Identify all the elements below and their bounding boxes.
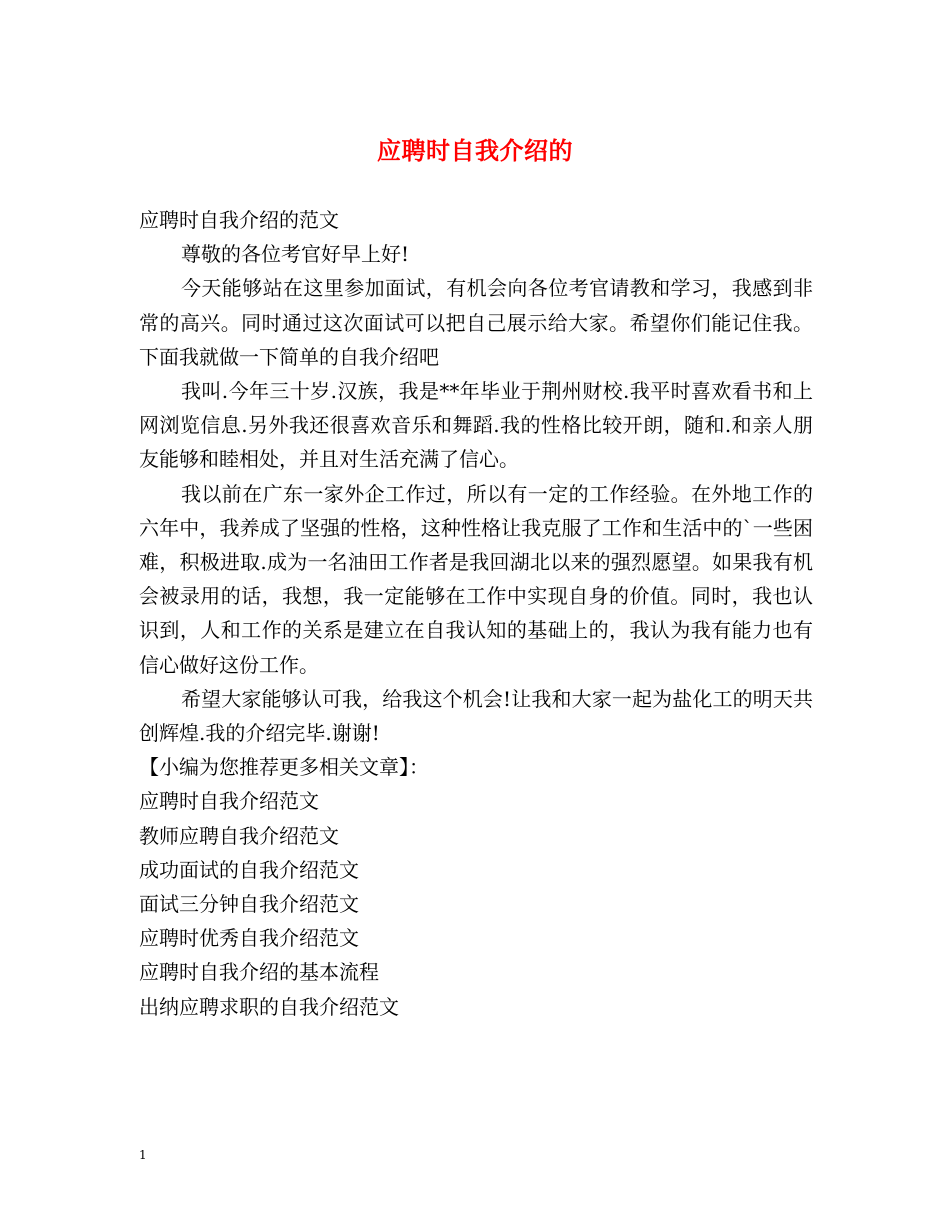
- related-article-link[interactable]: 教师应聘自我介绍范文: [139, 823, 339, 848]
- paragraph-personal-info: 我叫.今年三十岁.汉族，我是**年毕业于荆州财校.我平时喜欢看书和上网浏览信息.另外我还很喜欢音乐和舞蹈.我的性格比较开朗，随和.和亲人朋友能够和睦相处，并且对生活充满了信心。: [139, 379, 813, 472]
- document-subtitle: 应聘时自我介绍的范文: [139, 208, 339, 232]
- paragraph-greeting: 尊敬的各位考官好早上好!: [181, 242, 410, 267]
- related-article-link[interactable]: 成功面试的自我介绍范文: [139, 857, 359, 882]
- related-article-link[interactable]: 应聘时优秀自我介绍范文: [139, 926, 359, 951]
- paragraph-work-experience: 我以前在广东一家外企工作过，所以有一定的工作经验。在外地工作的六年中，我养成了坚强的性格，这种性格让我克服了工作和生活中的`一些困难，积极进取.成为一名油田工作者是我回湖北以来的强烈愿望。如果我有机会被录用的话，我想，我一定能够在工作中实现自身的价值。同时，我也认识到，人和工作的关系是建立在自我认知的基础上的，我认为我有能力也有信心做好这份工作。: [139, 481, 813, 677]
- paragraph-closing: 希望大家能够认可我，给我这个机会!让我和大家一起为盐化工的明天共创辉煌.我的介绍完毕.谢谢!: [139, 686, 813, 746]
- related-articles-heading: 【小编为您推荐更多相关文章】：: [139, 755, 429, 780]
- document-body: [139, 203, 813, 1024]
- page-number: 1: [139, 1148, 147, 1162]
- related-articles-list: [139, 784, 813, 1023]
- related-article-link[interactable]: 面试三分钟自我介绍范文: [139, 892, 359, 917]
- related-article-link[interactable]: 应聘时自我介绍范文: [139, 789, 319, 814]
- paragraph-opening: 今天能够站在这里参加面试，有机会向各位考官请教和学习，我感到非常的高兴。同时通过这次面试可以把自己展示给大家。希望你们能记住我。下面我就做一下简单的自我介绍吧: [139, 276, 813, 369]
- document-title: 应聘时自我介绍的: [377, 136, 573, 165]
- related-article-link[interactable]: 出纳应聘求职的自我介绍范文: [139, 994, 399, 1019]
- related-article-link[interactable]: 应聘时自我介绍的基本流程: [139, 960, 379, 985]
